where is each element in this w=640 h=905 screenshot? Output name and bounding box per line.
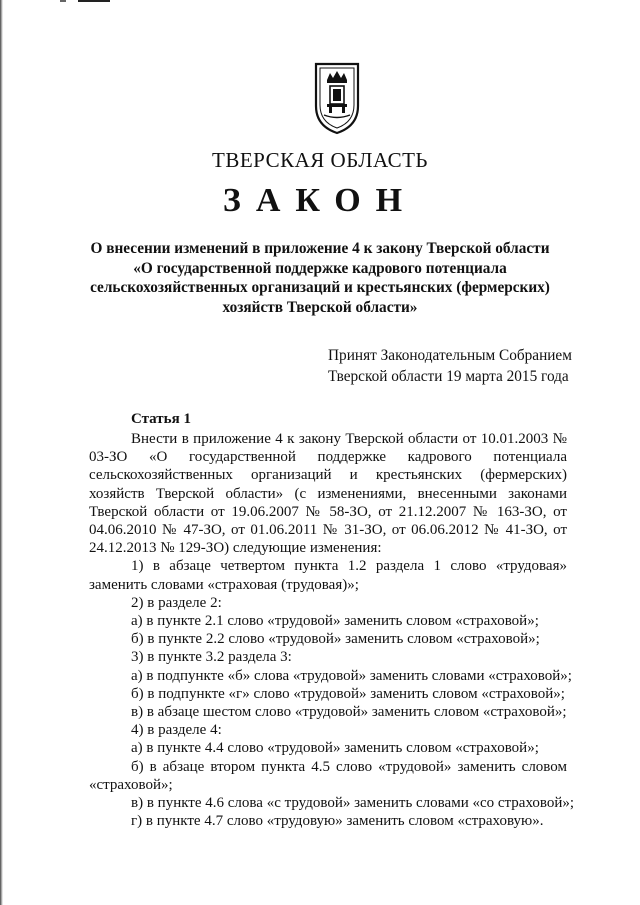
adoption-line: Тверской области 19 марта 2015 года: [328, 367, 569, 385]
amendment-item: 4) в разделе 4:: [131, 722, 222, 739]
amendment-subitem: в) в абзаце шестом слово «трудовой» заменить словом «страховой»;: [131, 704, 567, 721]
adoption-line: Принят Законодательным Собранием: [328, 347, 572, 364]
adoption-note: [328, 346, 572, 387]
amendment-subitem: б) в абзаце втором пункта 4.5 слово «трудовой» заменить словом «страховой»;: [89, 758, 567, 793]
scan-mark: [60, 0, 66, 2]
coat-of-arms-emblem: [313, 60, 361, 136]
amendment-item: 3) в пункте 3.2 раздела 3:: [131, 649, 292, 666]
amendment-subitem: б) в подпункте «г» слово «трудовой» заменить словом «страховой»;: [131, 685, 565, 702]
region-name: ТВЕРСКАЯ ОБЛАСТЬ: [212, 148, 428, 172]
subject-line: О внесении изменений в приложение 4 к закону Тверской области: [90, 240, 550, 257]
amendment-subitem: а) в пункте 4.4 слово «трудовой» заменить словом «страховой»;: [131, 740, 539, 757]
article-body: [89, 430, 575, 830]
amendment-subitem: б) в пункте 2.2 слово «трудовой» заменить словом «страховой»;: [131, 631, 540, 648]
amendment-subitem: в) в пункте 4.6 слова «с трудовой» заменить словами «со страховой»;: [131, 795, 575, 812]
amendment-subitem: а) в пункте 2.1 слово «трудовой» заменить словом «страховой»;: [131, 613, 539, 630]
article-heading: Статья 1: [131, 411, 191, 427]
scan-edge: [0, 0, 3, 905]
article-intro: Внести в приложение 4 к закону Тверской области от 10.01.2003 № 03-ЗО «О государственной поддержке кадрового потенциала сельскохозяйственных организаций и крестьянских (фермерских) хозяйств Тверской области» (с изменениями, внесенными законами Тверской области от 19.06.2007 № 58-ЗО, от 21.12.2007 № 163-ЗО, от 04.06.2010 № 47-ЗО, от 01.06.2011 № 31-ЗО, от 06.06.2012 № 41-ЗО, от 24.12.2013 № 129-ЗО) следующие изменения:: [89, 431, 567, 557]
amendment-subitem: а) в подпункте «б» слова «трудовой» заменить словами «страховой»;: [131, 667, 572, 684]
subject-line: сельскохозяйственных организаций и крестьянских (фермерских): [90, 279, 550, 296]
scan-mark: [78, 0, 110, 2]
subject-line: хозяйств Тверской области»: [222, 298, 418, 316]
amendment-item: 1) в абзаце четвертом пункта 1.2 раздела 1 слово «трудовая» заменить словами «страховая (трудовая)»;: [89, 558, 567, 593]
amendment-subitem: г) в пункте 4.7 слово «трудовую» заменить словом «страховую».: [131, 813, 544, 830]
amendment-item: 2) в разделе 2:: [131, 594, 222, 611]
document-title: ЗАКОН: [222, 182, 418, 219]
law-subject: [70, 239, 570, 317]
subject-line: «О государственной поддержке кадрового потенциала: [133, 259, 507, 277]
